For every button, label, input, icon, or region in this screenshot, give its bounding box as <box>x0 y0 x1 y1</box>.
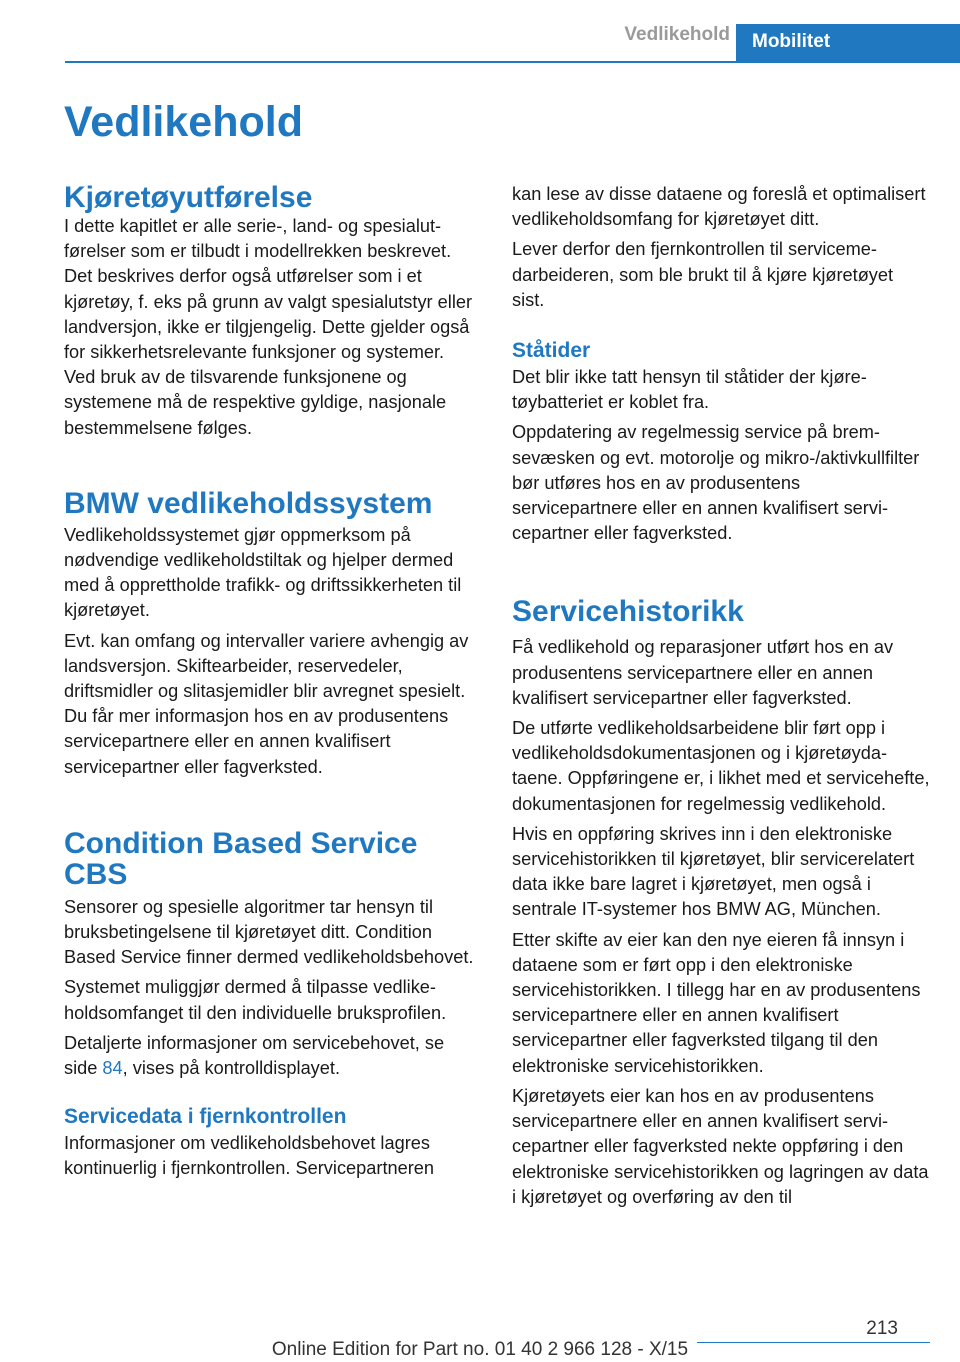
paragraph: Få vedlikehold og reparasjoner utført hos en av produsentens servicepartnere eller en annen kvalifisert servicepartner eller fagverksted. <box>512 637 894 708</box>
paragraph: Det blir ikke tatt hensyn til ståtider der kjøretøybatteriet er koblet fra. <box>512 367 867 413</box>
page-title: Vedlikehold <box>64 98 303 146</box>
paragraph: Vedlikeholdssystemet gjør oppmerksom på nødvendige vedlikeholdstiltak og hjelper dermed med å opprettholde trafikk- og driftssikkerheten til kjøretøyet. <box>64 524 462 621</box>
edition-note: Online Edition for Part no. 01 40 2 966 128 - X/15 <box>271 1339 689 1360</box>
paragraph: I dette kapitlet er alle serie-, land- og spesialutførelser som er tilbudt i modellrekken beskrevet. Det beskrives derfor også utførelser som i et kjøretøy, f. eks på grunn av valgt spesialutstyr eller landversjon, ikke er tilgjengelig. Dette gjelder også for sikkerhetsrelevante funksjoner og systemer. Ved bruk av de tilsvarende funksjonene og systemene må de respektive gyldige, nasjonale bestemmelsene følges. <box>64 216 473 438</box>
paragraph: Lever derfor den fjernkontrollen til servicemedarbeideren, som ble brukt til å kjøre kjøretøyet sist. <box>512 239 894 310</box>
tab-vedlikehold[interactable]: Vedlikehold <box>624 24 730 45</box>
tab-mobilitet-label: Mobilitet <box>752 31 831 52</box>
paragraph: Systemet muliggjør dermed å tilpasse vedlikeholdsomfanget til den individuelle bruksprofilen. <box>64 977 447 1023</box>
paragraph: De utførte vedlikeholdsarbeidene blir ført opp i vedlikeholdsdokumentasjonen og i kjøretøydataene. Oppføringene er, i likhet med et servicehefte, dokumentasjonen for regelmessig vedlikehold. <box>512 718 930 814</box>
paragraph: kan lese av disse dataene og foreslå et optimalisert vedlikeholdsomfang for kjøretøyet ditt. <box>512 184 926 230</box>
left-column <box>64 182 478 1187</box>
paragraph: Kjøretøyets eier kan hos en av produsentens servicepartnere eller en annen kvalifisert servicepartner eller fagverksted nekte oppføring i den elektroniske servicehistorikken og lagringen av data i kjøretøyet og overføring av den til <box>512 1085 929 1207</box>
section-heading-condition-based-service: Condition Based Service CBS <box>64 826 418 891</box>
page-number: 213 <box>866 1318 898 1339</box>
subsection-heading-servicedata: Servicedata i fjernkontrollen <box>64 1105 347 1129</box>
page-link-84[interactable]: 84 <box>102 1058 123 1079</box>
paragraph: Informasjoner om vedlikeholdsbehovet lagres kontinuerlig i fjernkontrollen. Servicepartneren <box>64 1133 435 1179</box>
right-column <box>512 182 930 1215</box>
section-heading-kjoretoyutforelse: Kjøretøyutførelse <box>64 181 313 214</box>
subsection-heading-statider: Ståtider <box>512 339 591 363</box>
paragraph: Oppdatering av regelmessig service på bremsevæsken og evt. motorolje og mikro-/aktivkullfilter bør utføres hos en av produsentens servicepartnere eller en annen kvalifisert servicepartner eller fagverksted. <box>512 422 920 544</box>
text: , vises på kontrolldisplayet. <box>122 1058 341 1079</box>
paragraph <box>64 1031 478 1081</box>
section-heading-servicehistorikk: Servicehistorikk <box>512 595 744 629</box>
section-heading-bmw-vedlikeholdssystem: BMW vedlikeholdssystem <box>64 486 433 520</box>
text: Detaljerte informasjoner om servicebehovet, se side <box>64 1032 445 1079</box>
paragraph: Sensorer og spesielle algoritmer tar hensyn til bruksbetingelsene til kjøretøyet ditt. Condition Based Service finner dermed vedlikeholdsbehovet. <box>64 896 474 968</box>
tab-mobilitet[interactable] <box>736 24 960 62</box>
paragraph: Etter skifte av eier kan den nye eieren få innsyn i dataene som er ført opp i den elektroniske servicehistorikken. I tillegg har en av produsentens servicepartnere eller en annen kvalifisert servicepartner eller fagverksted tilgang til den elektroniske servicehistorikken. <box>512 929 921 1076</box>
paragraph: Hvis en oppføring skrives inn i den elektroniske servicehistorikken til kjøretøyet, blir servicerelatert data ikke bare lagret i kjøretøyet, men også i sentrale IT-systemer hos BMW AG, München. <box>512 823 915 920</box>
paragraph: Evt. kan omfang og intervaller variere avhengig av landsversjon. Skiftearbeider, reservedeler, driftsmidler og slitasjemidler blir avregnet spesielt. Du får mer informasjon hos en av produsentens servicepartnere eller en annen kvalifisert servicepartner eller fagverksted. <box>64 630 469 777</box>
